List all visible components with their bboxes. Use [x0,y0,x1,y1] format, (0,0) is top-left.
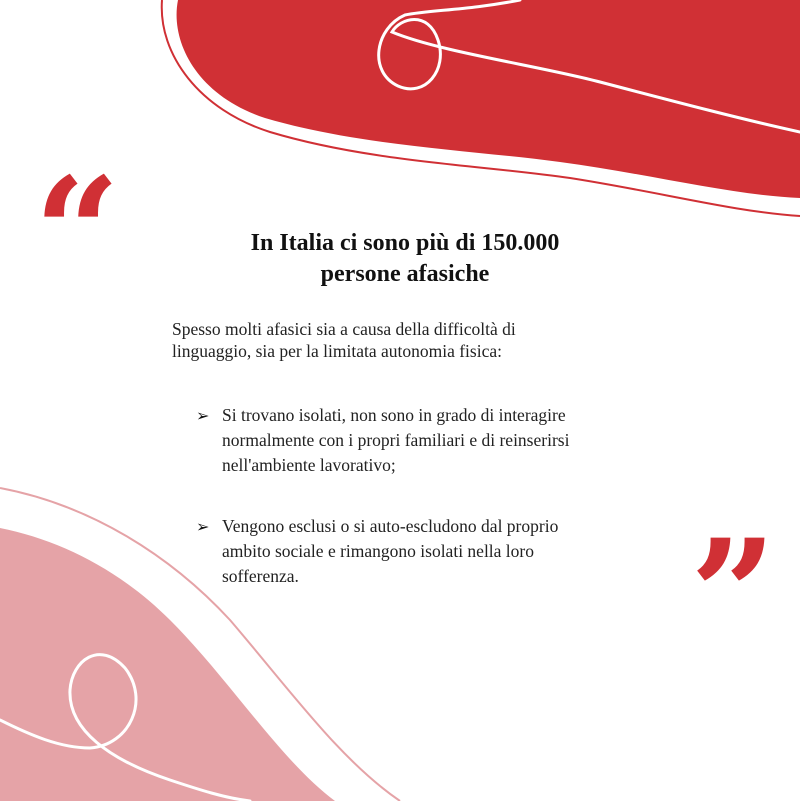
bullet-line: Vengono esclusi o si auto-escludono dal proprio [222,516,559,536]
bullet-item [196,514,696,589]
intro-paragraph [172,318,672,362]
bullet-line: nell'ambiente lavorativo; [222,455,396,475]
intro-line-2: linguaggio, sia per la limitata autonomia fisica: [172,341,502,361]
bullet-text [222,403,696,478]
arrowhead-bullet-icon: ➢ [196,517,210,536]
arrowhead-bullet-icon: ➢ [196,406,210,425]
close-quote-icon: ” [690,507,777,683]
bullet-line: Si trovano isolati, non sono in grado di interagire [222,405,566,425]
title-line-2: persone afasiche [320,261,490,287]
bullet-line: ambito sociale e rimangono isolati nella loro [222,541,535,561]
title-line-1: In Italia ci sono più di 150.000 [250,230,560,256]
bullet-text [222,514,696,589]
open-quote-icon: “ [34,145,121,321]
bullet-item [196,403,696,478]
page-title [160,228,650,290]
bullet-line: sofferenza. [222,566,299,586]
bullet-line: normalmente con i propri familiari e di reinserirsi [222,430,570,450]
intro-line-1: Spesso molti afasici sia a causa della difficoltà di [172,319,516,339]
